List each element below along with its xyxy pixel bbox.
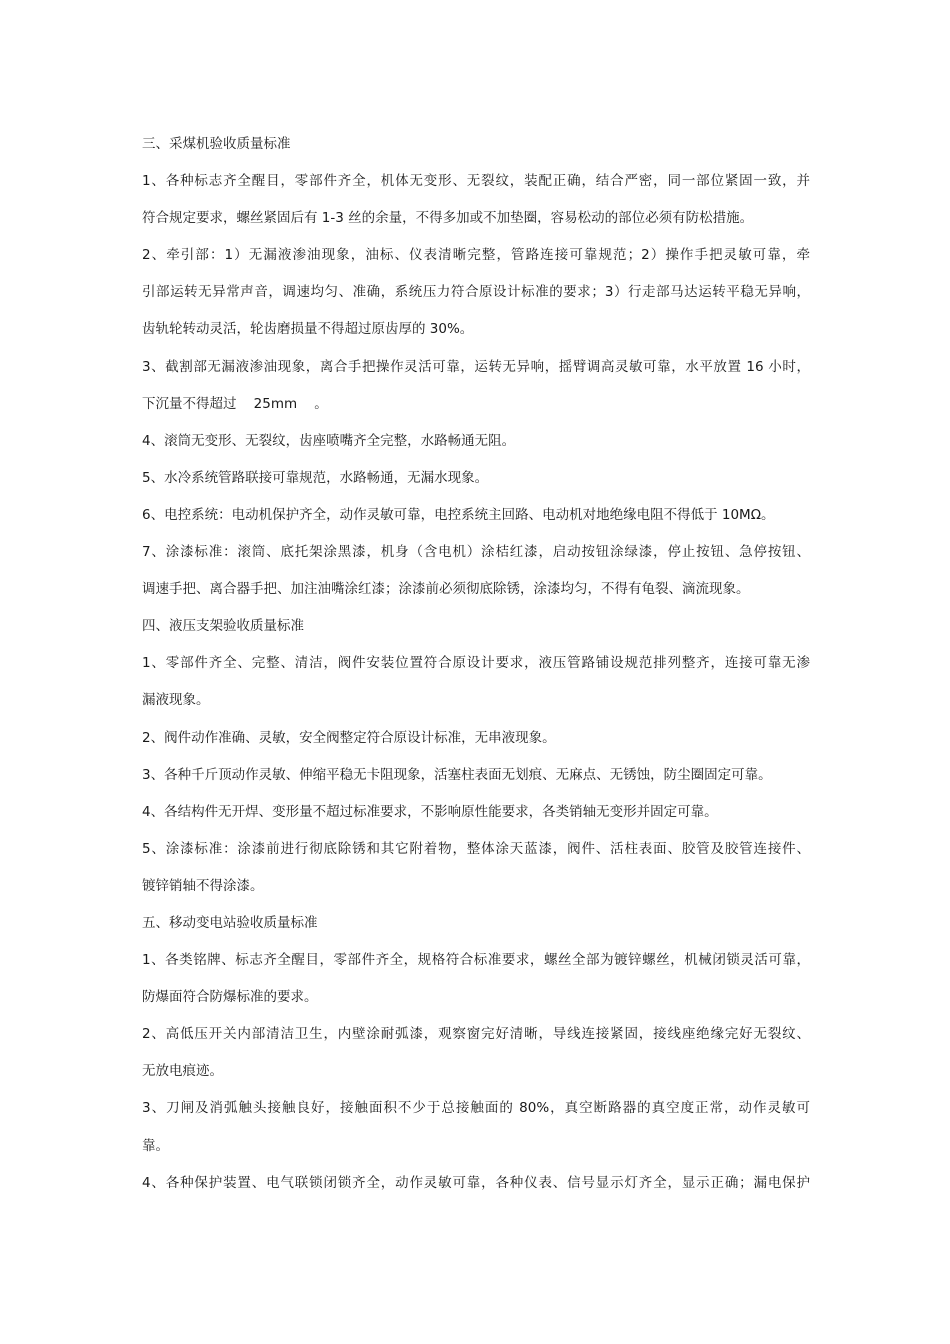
section-heading-hydraulic-support: 四、液压支架验收质量标准 <box>142 618 304 635</box>
paragraph-line: 引部运转无异常声音，调速均匀、准确，系统压力符合原设计标准的要求；3）行走部马达运转平稳无异响， <box>142 284 810 301</box>
paragraph-line: 3、刀闸及消弧触头接触良好，接触面积不少于总接触面的 80%，真空断路器的真空度正常，动作灵敏可 <box>142 1100 810 1117</box>
paragraph-line: 防爆面符合防爆标准的要求。 <box>142 989 318 1006</box>
paragraph-line: 2、牵引部：1）无漏液渗油现象，油标、仪表清晰完整，管路连接可靠规范；2）操作手把灵敏可靠，牵 <box>142 247 810 264</box>
paragraph-line: 2、阀件动作准确、灵敏，安全阀整定符合原设计标准，无串液现象。 <box>142 729 556 746</box>
paragraph-line: 1、零部件齐全、完整、清洁，阀件安装位置符合原设计要求，液压管路铺设规范排列整齐，连接可靠无渗 <box>142 655 810 672</box>
section-heading-shearer: 三、采煤机验收质量标准 <box>142 136 291 152</box>
paragraph-line: 齿轨轮转动灵活，轮齿磨损量不得超过原齿厚的 30%。 <box>142 321 474 338</box>
paragraph-line: 4、滚筒无变形、无裂纹，齿座喷嘴齐全完整，水路畅通无阻。 <box>142 432 516 449</box>
paragraph-line: 镀锌销轴不得涂漆。 <box>142 877 264 894</box>
paragraph-line: 4、各结构件无开焊、变形量不超过标准要求，不影响原性能要求，各类销轴无变形并固定可靠。 <box>142 803 718 820</box>
paragraph-line: 4、各种保护装置、电气联锁闭锁齐全，动作灵敏可靠，各种仪表、信号显示灯齐全，显示正确；漏电保护 <box>142 1174 810 1191</box>
document-body <box>142 134 810 1210</box>
paragraph-line: 靠。 <box>142 1137 169 1154</box>
paragraph-line: 7、涂漆标准：滚筒、底托架涂黑漆，机身（含电机）涂桔红漆，启动按钮涂绿漆，停止按钮、急停按钮、 <box>142 544 810 561</box>
paragraph-line: 符合规定要求，螺丝紧固后有 1-3 丝的余量，不得多加或不加垫圈，容易松动的部位必须有防松措施。 <box>142 210 754 227</box>
paragraph-line: 5、水冷系统管路联接可靠规范，水路畅通，无漏水现象。 <box>142 469 489 486</box>
paragraph-line: 3、各种千斤顶动作灵敏、伸缩平稳无卡阻现象，活塞柱表面无划痕、无麻点、无锈蚀，防尘圈固定可靠。 <box>142 766 772 783</box>
paragraph-line: 5、涂漆标准：涂漆前进行彻底除锈和其它附着物，整体涂天蓝漆，阀件、活柱表面、胶管及胶管连接件、 <box>142 840 810 857</box>
section-heading-mobile-substation: 五、移动变电站验收质量标准 <box>142 914 318 931</box>
paragraph-line: 无放电痕迹。 <box>142 1063 223 1080</box>
paragraph-line: 1、各种标志齐全醒目，零部件齐全，机体无变形、无裂纹，装配正确，结合严密，同一部位紧固一致，并 <box>142 173 810 190</box>
paragraph-line: 调速手把、离合器手把、加注油嘴涂红漆；涂漆前必须彻底除锈，涂漆均匀，不得有龟裂、滴流现象。 <box>142 581 750 598</box>
paragraph-line: 下沉量不得超过 25mm 。 <box>142 395 328 412</box>
paragraph-line: 3、截割部无漏液渗油现象，离合手把操作灵活可靠，运转无异响，摇臂调高灵敏可靠，水平放置 16 小时， <box>142 358 810 375</box>
paragraph-line: 1、各类铭牌、标志齐全醒目，零部件齐全，规格符合标准要求，螺丝全部为镀锌螺丝，机械闭锁灵活可靠， <box>142 952 810 969</box>
paragraph-line: 2、高低压开关内部清洁卫生，内壁涂耐弧漆，观察窗完好清晰，导线连接紧固，接线座绝缘完好无裂纹、 <box>142 1026 810 1043</box>
paragraph-line: 漏液现象。 <box>142 692 210 709</box>
paragraph-line: 6、电控系统：电动机保护齐全，动作灵敏可靠，电控系统主回路、电动机对地绝缘电阻不得低于 10MΩ。 <box>142 506 775 523</box>
